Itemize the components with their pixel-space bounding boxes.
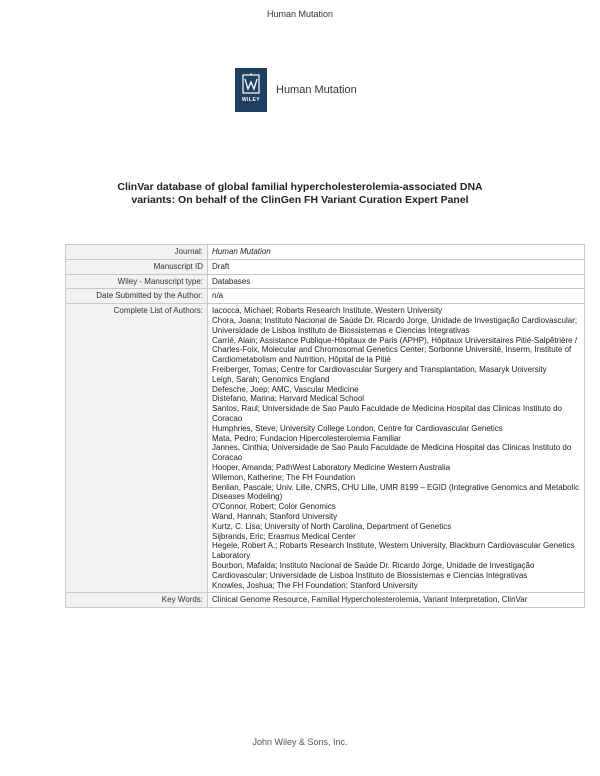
author-entry: Defesche, Joep; AMC, Vascular Medicine <box>212 384 359 394</box>
author-entry: Carrié, Alain; Assistance Publique-Hôpitaux de Paris (APHP), Hôpitaux Universitaires Pitié-Salpêtrière / Charles-Foix, Molecular and Chromosomal Genetics Center; Sorbonne Université, Inserm, Institute of Cardiometabolism and Nutrition, Hôpital de la Pitié <box>212 335 578 365</box>
table-row <box>66 259 585 274</box>
page-footer: John Wiley & Sons, Inc. <box>252 737 348 747</box>
manuscript-metadata-table <box>65 244 585 608</box>
author-entry: Freiberger, Tomas; Centre for Cardiovascular Surgery and Transplantation, Masaryk University <box>212 364 547 374</box>
author-entry: Mata, Pedro; Fundacion Hipercolesterolemia Familiar <box>212 433 401 443</box>
manuscript-type-label: Wiley - Manuscript type: <box>66 274 208 289</box>
date-submitted-value: n/a <box>208 289 585 304</box>
wiley-logo <box>235 68 267 112</box>
journal-value: Human Mutation <box>208 245 585 260</box>
authors-list <box>208 304 585 593</box>
table-row <box>66 274 585 289</box>
author-entry: Benlian, Pascale; Univ. Lille, CNRS, CHU Lille, UMR 8199 – EGID (Integrative Genomics and Metabolic Diseases Modeling) <box>212 482 580 502</box>
date-submitted-label: Date Submitted by the Author: <box>66 289 208 304</box>
author-entry: Wand, Hannah; Stanford University <box>212 511 338 521</box>
paper-title: ClinVar database of global familial hypercholesterolemia-associated DNA variants: On behalf of the ClinGen FH Variant Curation Expert Panel <box>117 181 483 206</box>
table-row <box>66 245 585 260</box>
author-entry: Chora, Joana; Instituto Nacional de Saúde Dr. Ricardo Jorge, Unidade de Investigação Cardiovascular; Universidade de Lisboa Instituto de Biossistemas e Ciencias Integrativas <box>212 315 578 335</box>
table-row <box>66 289 585 304</box>
author-entry: Distefano, Marina; Harvard Medical School <box>212 394 365 404</box>
journal-logo <box>235 68 357 112</box>
logo-journal-name: Human Mutation <box>276 84 357 96</box>
wiley-wordmark: WILEY <box>241 97 261 103</box>
author-entry: Humphries, Steve; University College London, Centre for Cardiovascular Genetics <box>212 423 503 433</box>
author-entry: Wilemon, Katherine; The FH Foundation <box>212 472 356 482</box>
author-entry: O'Connor, Robert; Color Genomics <box>212 502 336 512</box>
journal-label: Journal: <box>66 245 208 260</box>
authors-label: Complete List of Authors: <box>66 304 208 593</box>
wiley-emblem-icon <box>241 73 261 95</box>
manuscript-type-value: Databases <box>208 274 585 289</box>
manuscript-id-label: Manuscript ID <box>66 259 208 274</box>
author-entry: Santos, Raul; Universidade de Sao Paulo Faculdade de Medicina Hospital das Clinicas Instituto do Coracao <box>212 404 562 423</box>
author-entry: Jannes, Cinthia; Universidade de Sao Paulo Faculdade de Medicina Hospital das Clinicas Instituto do Coracao <box>212 443 572 463</box>
table-row <box>66 593 585 608</box>
keywords-value: Clinical Genome Resource, Familial Hypercholesterolemia, Variant Interpretation, ClinVar <box>208 593 585 608</box>
author-entry: Sijbrands, Eric; Erasmus Medical Center <box>212 531 356 541</box>
author-entry: Kurtz, C. Lisa; University of North Carolina, Department of Genetics <box>212 521 452 531</box>
author-entry: Hegele, Robert A.; Robarts Research Institute, Western University, Blackburn Cardiovascular Genetics Laboratory <box>212 541 575 561</box>
author-entry: Leigh, Sarah; Genomics England <box>212 374 330 384</box>
author-entry: Hooper, Amanda; PathWest Laboratory Medicine Western Australia <box>212 462 451 472</box>
keywords-label: Key Words: <box>66 593 208 608</box>
author-entry: Iacocca, Michael; Robarts Research Institute, Western University <box>212 306 443 316</box>
running-head: Human Mutation <box>266 9 334 19</box>
author-entry: Knowles, Joshua; The FH Foundation; Stanford University <box>212 580 418 590</box>
manuscript-id-value: Draft <box>208 259 585 274</box>
table-row <box>66 304 585 593</box>
author-entry: Bourbon, Mafalda; Instituto Nacional de Saúde Dr. Ricardo Jorge, Unidade de Investigação Cardiovascular; Universidade de Lisboa Instituto de Biossistemas e Ciencias Integrativas <box>212 560 535 580</box>
